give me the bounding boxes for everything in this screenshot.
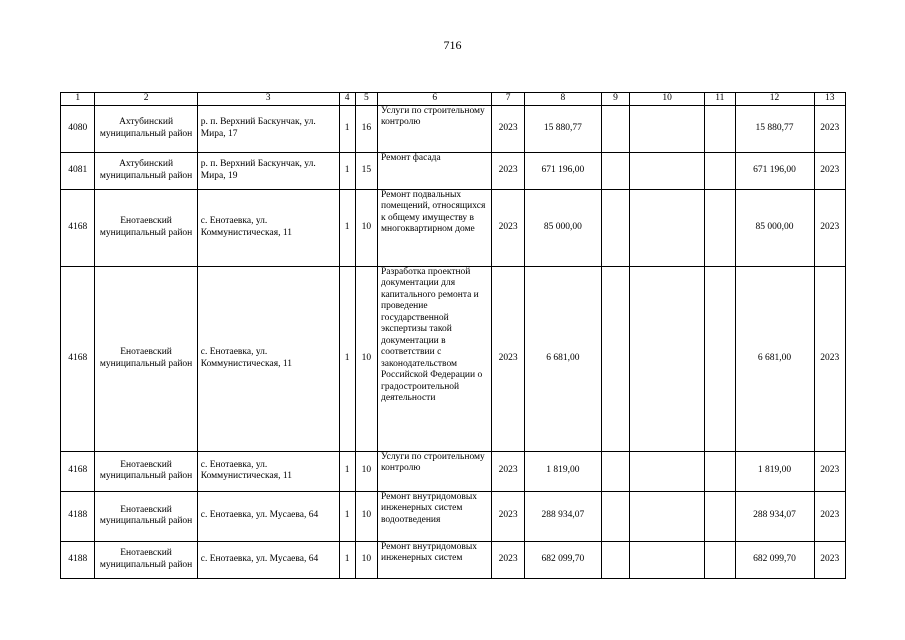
work-type: Ремонт внутридомовых инженерных систем водоотведения bbox=[378, 491, 492, 541]
empty-cell bbox=[705, 152, 735, 189]
municipality: Енотаевский муниципальный район bbox=[95, 541, 197, 578]
address: с. Енотаевка, ул. Мусаева, 64 bbox=[197, 541, 339, 578]
year: 2023 bbox=[492, 266, 524, 451]
empty-cell bbox=[630, 189, 705, 266]
header-row bbox=[61, 93, 846, 106]
completion-year: 2023 bbox=[814, 189, 845, 266]
col-4-value: 1 bbox=[339, 541, 355, 578]
col-5-value: 10 bbox=[355, 541, 377, 578]
empty-cell bbox=[630, 541, 705, 578]
col-4-value: 1 bbox=[339, 451, 355, 491]
amount: 288 934,07 bbox=[524, 491, 601, 541]
year: 2023 bbox=[492, 105, 524, 152]
address: с. Енотаевка, ул. Коммунистическая, 11 bbox=[197, 451, 339, 491]
col-5-value: 10 bbox=[355, 189, 377, 266]
table-row bbox=[61, 451, 846, 491]
header-cell: 7 bbox=[492, 93, 524, 106]
col-5-value: 10 bbox=[355, 451, 377, 491]
completion-year: 2023 bbox=[814, 541, 845, 578]
completion-year: 2023 bbox=[814, 266, 845, 451]
empty-cell bbox=[601, 189, 629, 266]
header-cell: 3 bbox=[197, 93, 339, 106]
empty-cell bbox=[601, 541, 629, 578]
empty-cell bbox=[705, 541, 735, 578]
header-cell: 11 bbox=[705, 93, 735, 106]
row-number: 4168 bbox=[61, 451, 95, 491]
work-type: Услуги по строительному контролю bbox=[378, 105, 492, 152]
col-5-value: 10 bbox=[355, 491, 377, 541]
table-row bbox=[61, 266, 846, 451]
empty-cell bbox=[630, 152, 705, 189]
work-type: Услуги по строительному контролю bbox=[378, 451, 492, 491]
amount: 671 196,00 bbox=[524, 152, 601, 189]
col-4-value: 1 bbox=[339, 266, 355, 451]
year: 2023 bbox=[492, 491, 524, 541]
total-amount: 1 819,00 bbox=[735, 451, 814, 491]
table-row bbox=[61, 541, 846, 578]
completion-year: 2023 bbox=[814, 152, 845, 189]
col-4-value: 1 bbox=[339, 189, 355, 266]
empty-cell bbox=[630, 451, 705, 491]
table-row bbox=[61, 105, 846, 152]
year: 2023 bbox=[492, 541, 524, 578]
empty-cell bbox=[601, 152, 629, 189]
total-amount: 682 099,70 bbox=[735, 541, 814, 578]
total-amount: 15 880,77 bbox=[735, 105, 814, 152]
header-cell: 2 bbox=[95, 93, 197, 106]
year: 2023 bbox=[492, 152, 524, 189]
col-4-value: 1 bbox=[339, 491, 355, 541]
header-cell: 13 bbox=[814, 93, 845, 106]
table-row bbox=[61, 189, 846, 266]
page-number: 716 bbox=[443, 38, 462, 52]
empty-cell bbox=[705, 451, 735, 491]
empty-cell bbox=[705, 491, 735, 541]
address: с. Енотаевка, ул. Мусаева, 64 bbox=[197, 491, 339, 541]
work-type: Ремонт подвальных помещений, относящихся к общему имуществу в многоквартирном доме bbox=[378, 189, 492, 266]
total-amount: 671 196,00 bbox=[735, 152, 814, 189]
registry-table bbox=[60, 92, 846, 579]
empty-cell bbox=[705, 105, 735, 152]
header-cell: 1 bbox=[61, 93, 95, 106]
header-cell: 8 bbox=[524, 93, 601, 106]
amount: 6 681,00 bbox=[524, 266, 601, 451]
total-amount: 288 934,07 bbox=[735, 491, 814, 541]
col-5-value: 15 bbox=[355, 152, 377, 189]
amount: 85 000,00 bbox=[524, 189, 601, 266]
empty-cell bbox=[630, 105, 705, 152]
header-cell: 6 bbox=[378, 93, 492, 106]
municipality: Енотаевский муниципальный район bbox=[95, 266, 197, 451]
empty-cell bbox=[705, 266, 735, 451]
address: с. Енотаевка, ул. Коммунистическая, 11 bbox=[197, 266, 339, 451]
total-amount: 6 681,00 bbox=[735, 266, 814, 451]
amount: 15 880,77 bbox=[524, 105, 601, 152]
total-amount: 85 000,00 bbox=[735, 189, 814, 266]
work-type: Ремонт внутридомовых инженерных систем bbox=[378, 541, 492, 578]
municipality: Ахтубинский муниципальный район bbox=[95, 152, 197, 189]
empty-cell bbox=[705, 189, 735, 266]
completion-year: 2023 bbox=[814, 451, 845, 491]
header-cell: 4 bbox=[339, 93, 355, 106]
header-cell: 9 bbox=[601, 93, 629, 106]
empty-cell bbox=[601, 266, 629, 451]
address: р. п. Верхний Баскунчак, ул. Мира, 17 bbox=[197, 105, 339, 152]
table-row bbox=[61, 491, 846, 541]
address: р. п. Верхний Баскунчак, ул. Мира, 19 bbox=[197, 152, 339, 189]
header-cell: 10 bbox=[630, 93, 705, 106]
col-5-value: 16 bbox=[355, 105, 377, 152]
amount: 682 099,70 bbox=[524, 541, 601, 578]
table-row bbox=[61, 152, 846, 189]
address: с. Енотаевка, ул. Коммунистическая, 11 bbox=[197, 189, 339, 266]
completion-year: 2023 bbox=[814, 105, 845, 152]
row-number: 4188 bbox=[61, 541, 95, 578]
col-4-value: 1 bbox=[339, 152, 355, 189]
empty-cell bbox=[601, 491, 629, 541]
municipality: Ахтубинский муниципальный район bbox=[95, 105, 197, 152]
municipality: Енотаевский муниципальный район bbox=[95, 451, 197, 491]
year: 2023 bbox=[492, 189, 524, 266]
col-4-value: 1 bbox=[339, 105, 355, 152]
completion-year: 2023 bbox=[814, 491, 845, 541]
row-number: 4081 bbox=[61, 152, 95, 189]
header-cell: 12 bbox=[735, 93, 814, 106]
year: 2023 bbox=[492, 451, 524, 491]
municipality: Енотаевский муниципальный район bbox=[95, 189, 197, 266]
col-5-value: 10 bbox=[355, 266, 377, 451]
row-number: 4168 bbox=[61, 266, 95, 451]
empty-cell bbox=[601, 451, 629, 491]
municipality: Енотаевский муниципальный район bbox=[95, 491, 197, 541]
header-cell: 5 bbox=[355, 93, 377, 106]
amount: 1 819,00 bbox=[524, 451, 601, 491]
empty-cell bbox=[630, 491, 705, 541]
empty-cell bbox=[601, 105, 629, 152]
empty-cell bbox=[630, 266, 705, 451]
work-type: Ремонт фасада bbox=[378, 152, 492, 189]
row-number: 4168 bbox=[61, 189, 95, 266]
row-number: 4080 bbox=[61, 105, 95, 152]
row-number: 4188 bbox=[61, 491, 95, 541]
work-type: Разработка проектной документации для капитального ремонта и проведение государственной экспертизы такой документации в соответствии с законодательством Российской Федерации о градостроительной деятельности bbox=[378, 266, 492, 451]
